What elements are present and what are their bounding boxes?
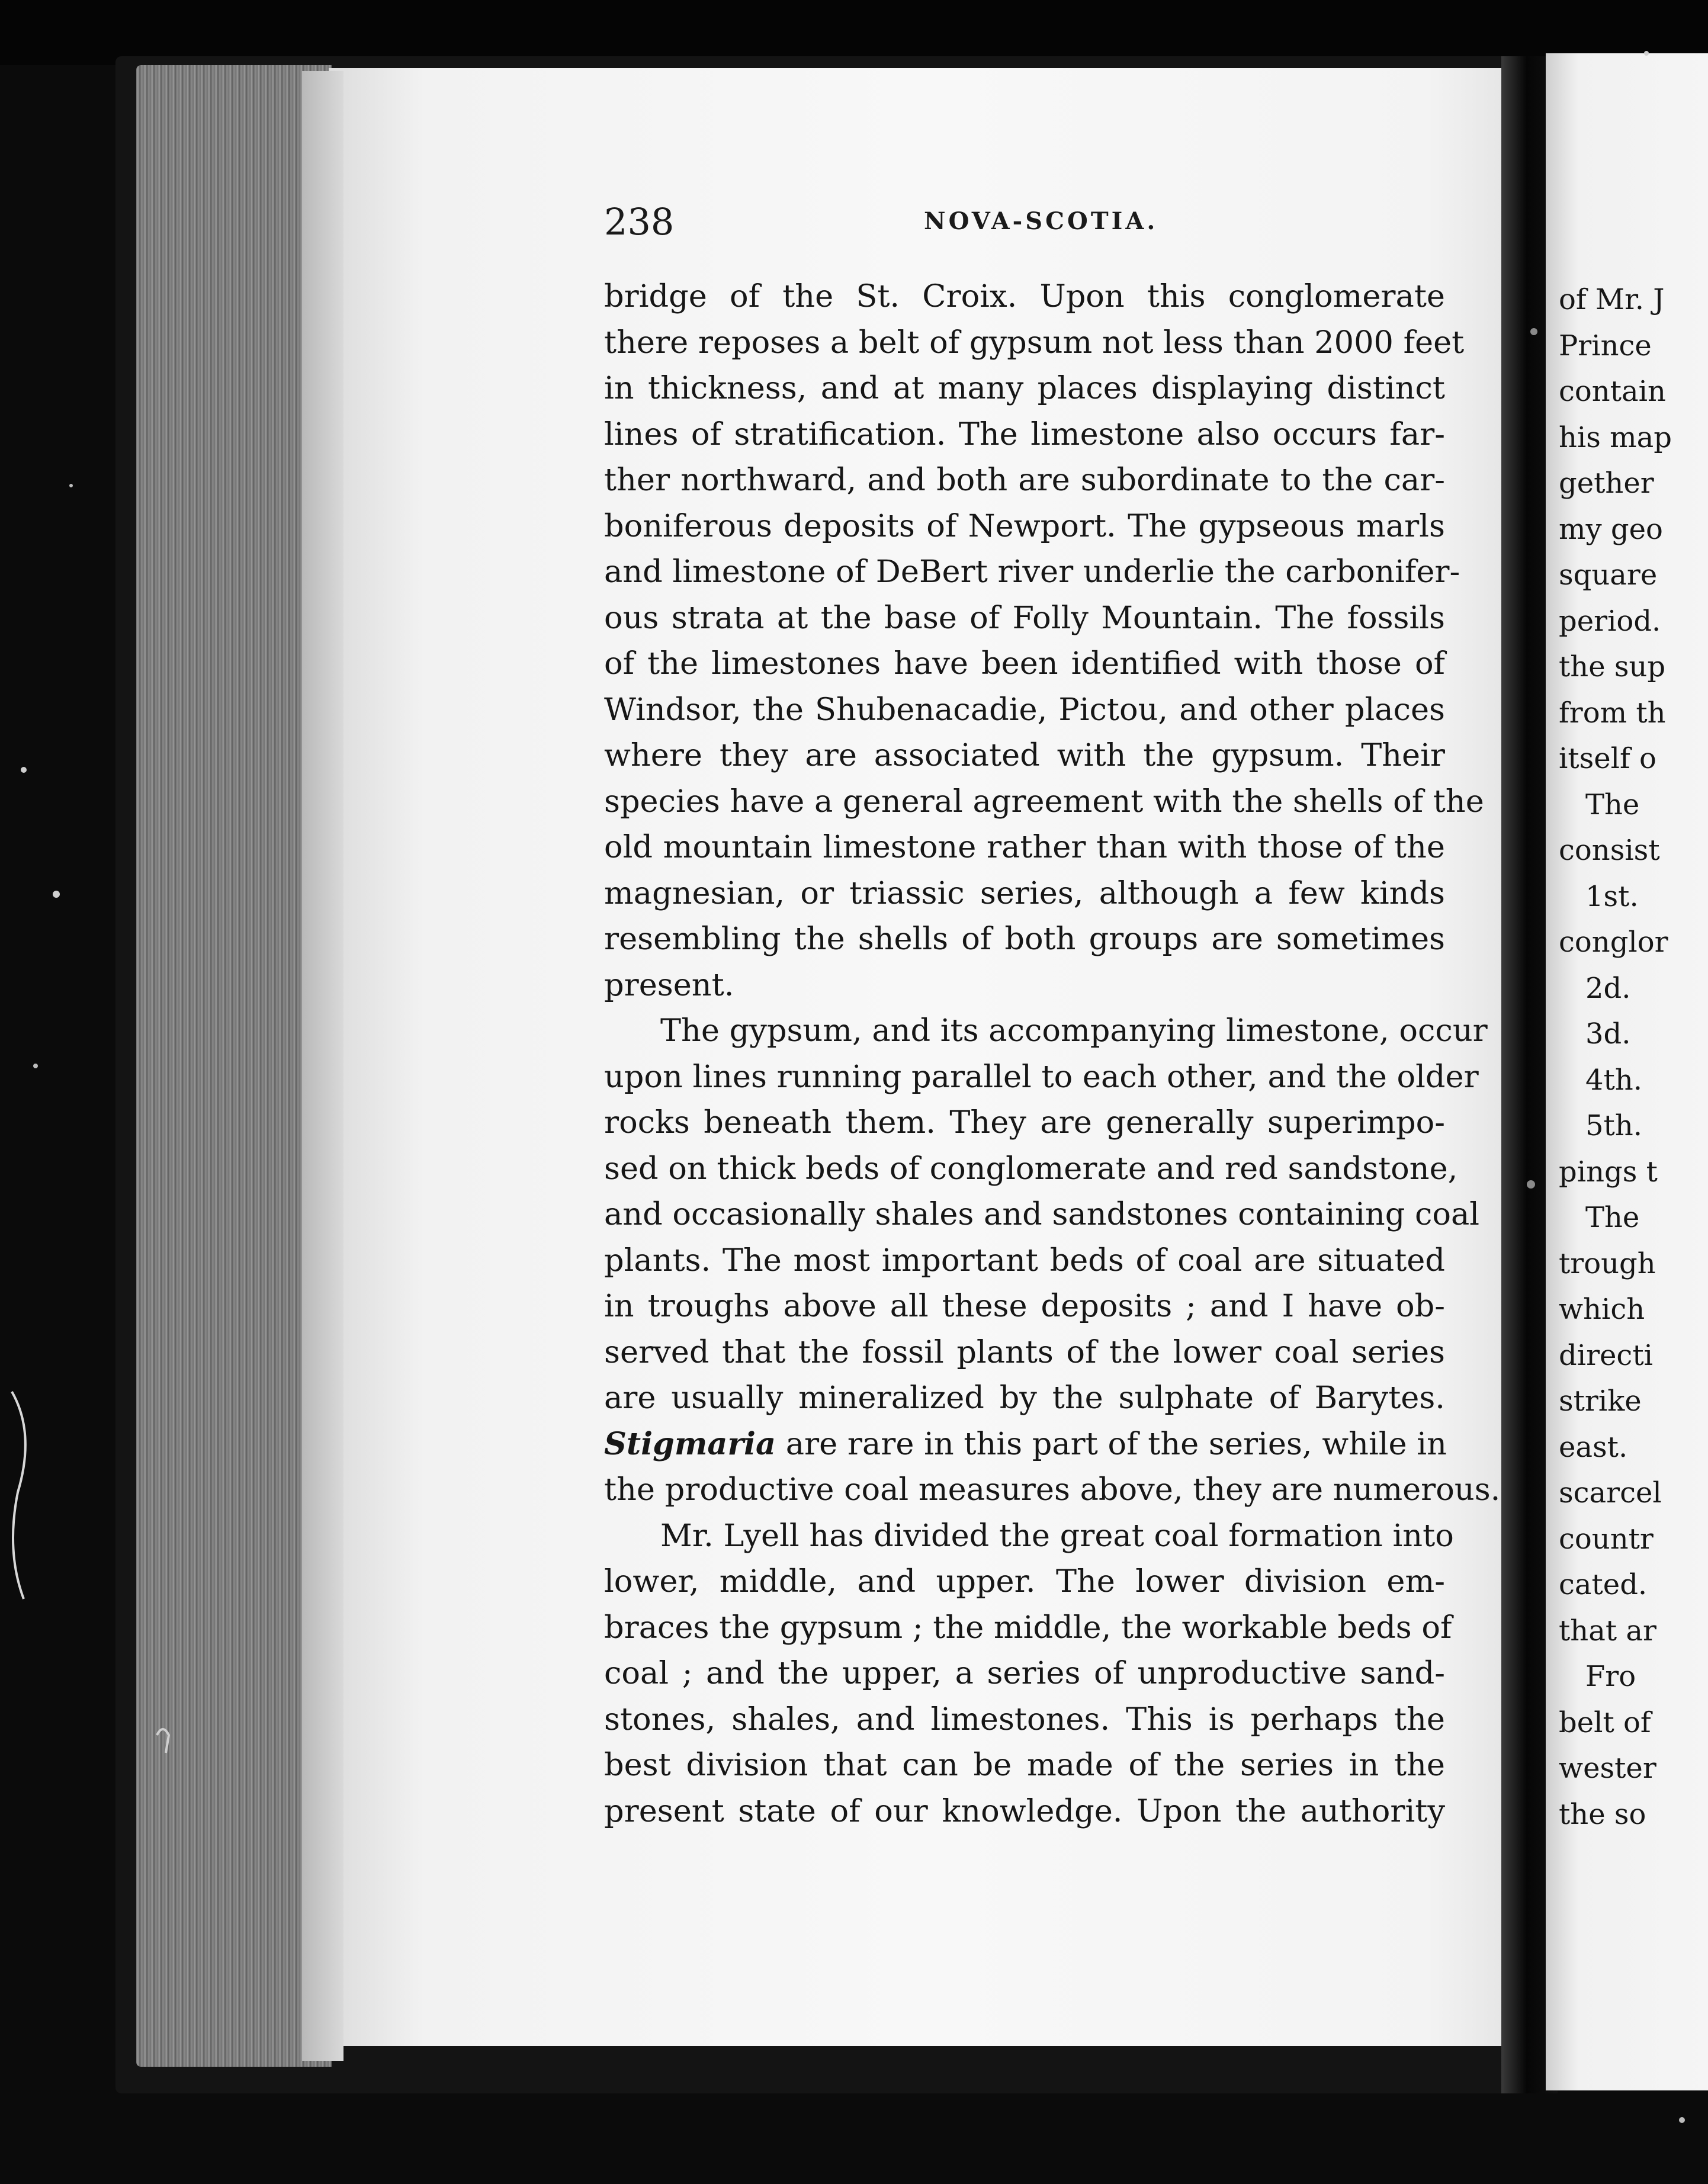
text-line: where they are associated with the gypsum. Their (604, 737, 1445, 773)
text-line: conglor (1559, 926, 1668, 959)
text-fragment: are rare in this part of the series, while in (785, 1425, 1447, 1462)
text-line: magnesian, or triassic series, although a few kinds (604, 875, 1445, 911)
text-line: gether (1559, 467, 1654, 500)
text-line: directi (1559, 1338, 1653, 1372)
scan-background (0, 0, 1708, 65)
text-line: lower, middle, and upper. The lower division em- (604, 1563, 1445, 1600)
text-line: the so (1559, 1797, 1646, 1831)
text-line: 3d. (1585, 1017, 1631, 1051)
text-line: 1st. (1585, 879, 1639, 913)
text-line: his map (1559, 420, 1672, 454)
italic-term: Stigmaria (604, 1425, 776, 1462)
text-line: upon lines running parallel to each other, and the older (604, 1058, 1479, 1095)
page-binding-shadow (302, 71, 343, 2061)
text-line: contain (1559, 375, 1666, 408)
text-line: east. (1559, 1430, 1628, 1464)
text-line: boniferous deposits of Newport. The gypseous marls (604, 508, 1445, 544)
running-head (604, 200, 1492, 248)
text-line: belt of (1559, 1706, 1651, 1739)
text-line: Fro (1585, 1660, 1636, 1693)
text-line: there reposes a belt of gypsum not less than 2000 feet (604, 324, 1465, 361)
text-line: strike (1559, 1385, 1642, 1418)
text-line: present. (604, 966, 734, 1003)
text-line: The (1585, 1201, 1640, 1234)
text-line: Windsor, the Shubenacadie, Pictou, and other places (604, 691, 1445, 728)
text-line: 2d. (1585, 971, 1631, 1005)
text-line: from th (1559, 696, 1666, 730)
text-line: which (1559, 1293, 1645, 1326)
text-line: The (1585, 788, 1640, 821)
text-line: are usually mineralized by the sulphate of Barytes. (604, 1380, 1445, 1416)
text-line: square (1559, 558, 1658, 592)
text-line: ther northward, and both are subordinate to the car- (604, 462, 1445, 498)
text-line: served that the fossil plants of the lower coal series (604, 1334, 1445, 1370)
text-line: best division that can be made of the series in the (604, 1747, 1445, 1783)
text-line: lines of stratification. The limestone also occurs far- (604, 416, 1445, 452)
text-line: of Mr. J (1559, 283, 1665, 316)
text-line: period. (1559, 604, 1661, 638)
text-line: that ar (1559, 1614, 1656, 1647)
text-line: Prince (1559, 329, 1652, 362)
text-line-italic-lead (604, 1421, 1445, 1467)
text-line: coal ; and the upper, a series of unproductive sand- (604, 1655, 1445, 1691)
text-line: bridge of the St. Croix. Upon this conglomerate (604, 278, 1445, 314)
text-line: cated. (1559, 1568, 1648, 1601)
right-page-body (1559, 277, 1708, 1838)
left-page-body (604, 274, 1501, 1834)
text-line: resembling the shells of both groups are sometimes (604, 921, 1445, 957)
text-line: 5th. (1585, 1109, 1642, 1142)
text-line: the productive coal measures above, they are numerous. (604, 1472, 1501, 1508)
text-line: sed on thick beds of conglomerate and red sandstone, (604, 1150, 1458, 1187)
page-header-title: NOVA-SCOTIA. (924, 207, 1158, 235)
text-line: old mountain limestone rather than with those of the (604, 829, 1445, 865)
text-line: the sup (1559, 650, 1666, 683)
text-line: in thickness, and at many places displaying distinct (604, 370, 1445, 406)
text-line: species have a general agreement with the shells of the (604, 783, 1484, 820)
text-line: present state of our knowledge. Upon the authority (604, 1793, 1445, 1829)
text-line: my geo (1559, 512, 1663, 546)
text-line: The gypsum, and its accompanying limestone, occur (660, 1013, 1488, 1049)
text-line: 4th. (1585, 1063, 1642, 1097)
text-line: wester (1559, 1752, 1656, 1785)
text-line: and limestone of DeBert river underlie the carbonifer- (604, 554, 1460, 590)
text-line: of the limestones have been identified with those of (604, 645, 1445, 682)
text-line: in troughs above all these deposits ; and I have ob- (604, 1288, 1445, 1324)
page-number: 238 (604, 200, 675, 243)
text-line: trough (1559, 1247, 1656, 1280)
text-line: consist (1559, 834, 1660, 867)
text-line: Mr. Lyell has divided the great coal formation into (660, 1517, 1454, 1554)
text-line: stones, shales, and limestones. This is perhaps the (604, 1701, 1445, 1737)
text-line: ous strata at the base of Folly Mountain. The fossils (604, 599, 1445, 636)
text-line: scarcel (1559, 1476, 1662, 1509)
text-line: and occasionally shales and sandstones containing coal (604, 1196, 1480, 1232)
text-line: pings t (1559, 1155, 1658, 1189)
text-line: braces the gypsum ; the middle, the workable beds of (604, 1609, 1452, 1646)
text-line: countr (1559, 1522, 1654, 1556)
text-line: plants. The most important beds of coal are situated (604, 1242, 1445, 1279)
text-line: itself o (1559, 742, 1656, 775)
text-line: rocks beneath them. They are generally superimpo- (604, 1104, 1445, 1141)
